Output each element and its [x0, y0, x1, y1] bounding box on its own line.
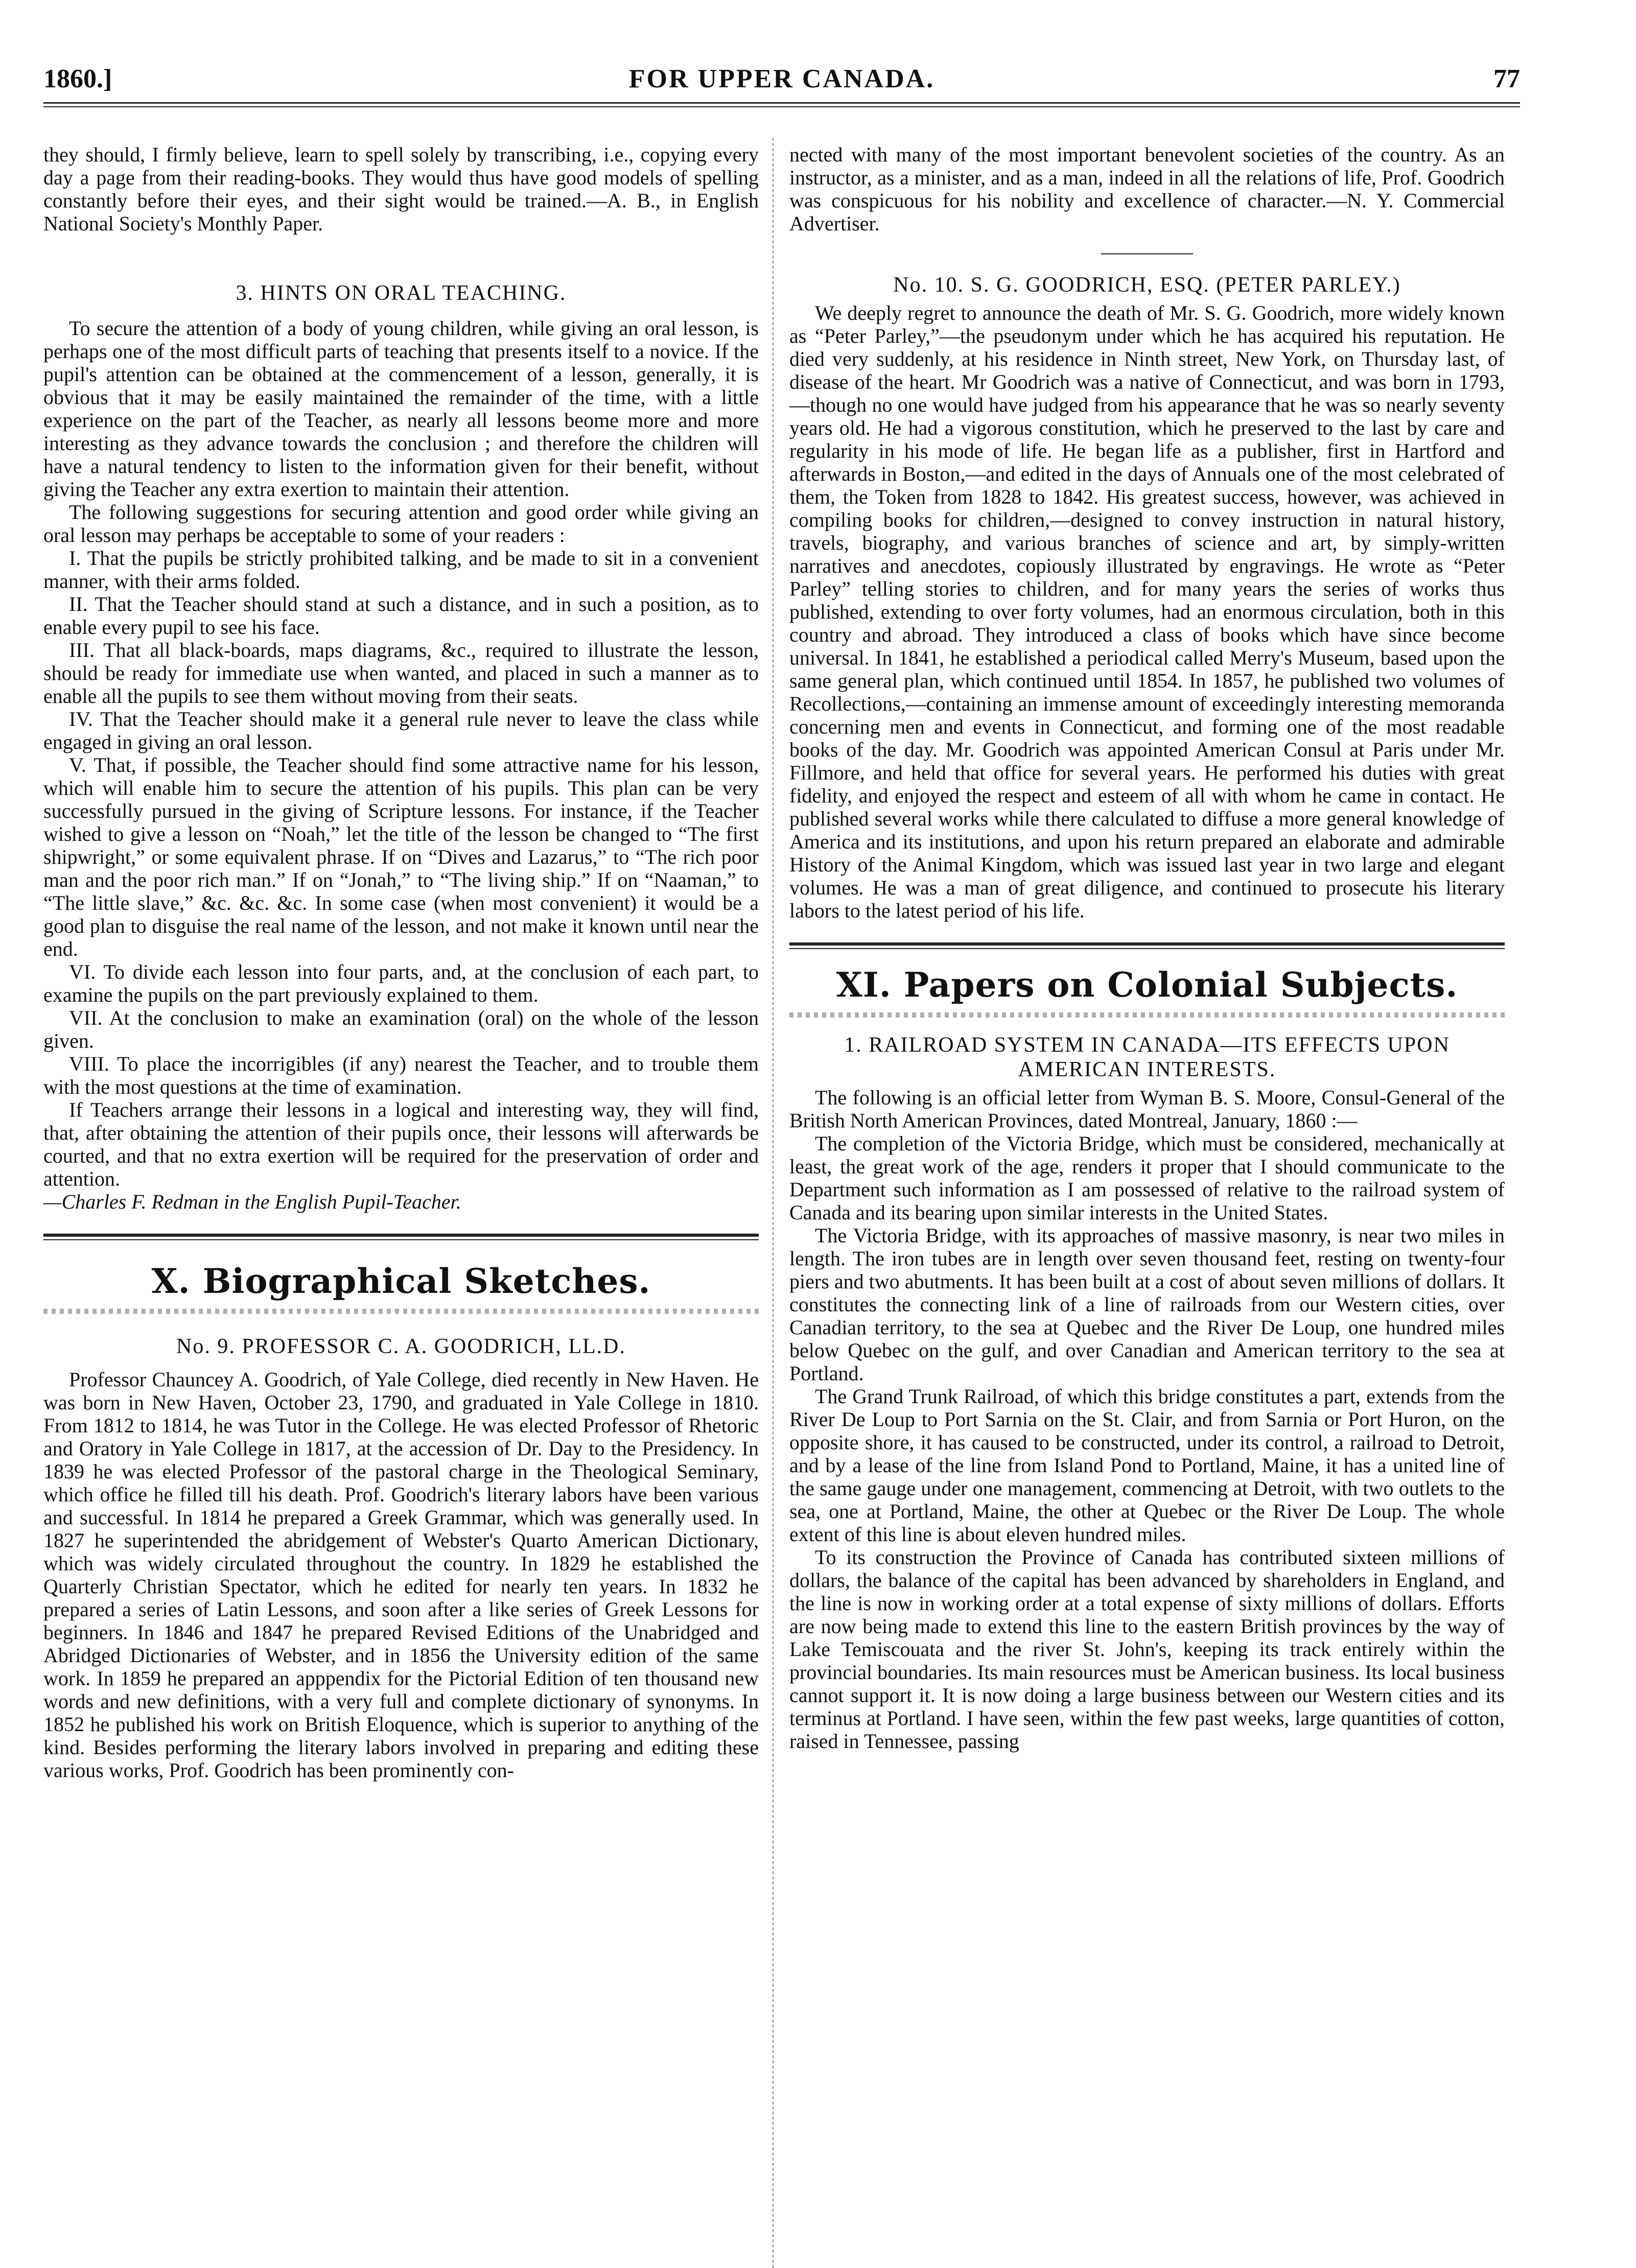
header-rule: [43, 102, 1520, 104]
spelling-article-end: they should, I firmly believe, learn to spell solely by transcribing, i.e., copying every day a page from their reading-books. They would thus have good models of spelling constantly before their eyes, and their sight would be trained.—A. B., in English National Society's Monthly Paper.: [43, 143, 759, 235]
section-xi-title: XI. Papers on Colonial Subjects.: [836, 965, 1458, 1005]
rule-item: II. That the Teacher should stand at such a distance, and in such a position, as to enable every pupil to see his face.: [43, 593, 759, 639]
left-column: [43, 143, 759, 1782]
header-rule-thin: [43, 106, 1520, 107]
header-date: 1860.]: [43, 64, 112, 93]
hints-attribution: —Charles F. Redman in the English Pupil-Teacher.: [43, 1190, 461, 1213]
right-column: [789, 143, 1505, 1753]
ornamental-rule: [789, 1012, 1505, 1018]
railroad-paragraph-4: The Grand Trunk Railroad, of which this bridge constitutes a part, extends from the River De Loup to Port Sarnia on the St. Clair, and from Sarnia or Port Huron, on the opposite shore, it has caused to be constructed, under its control, a railroad to Detroit, and by a lease of the line from Island Pond to Portland, Maine, it has a united line of the same gauge under one management, commencing at Detroit, with two outlets to the sea, one at Portland, Maine, the other at Quebec or the River De Loup. The whole extent of this line is about eleven hundred miles.: [789, 1385, 1505, 1546]
header-title: FOR UPPER CANADA.: [628, 64, 935, 93]
ornamental-rule: [43, 1309, 759, 1314]
railroad-paragraph-5: To its construction the Province of Canada has contributed sixteen millions of dollars, the balance of the capital has been advanced by shareholders in England, and the line is now in working order at a total expense of sixty millions of dollars. Efforts are now being made to extend this line to the eastern British provinces by the way of Lake Temiscouata and the river St. John's, keeping its track entirely within the provincial boundaries. Its main resources must be American business. Its local business cannot support it. It is now doing a large business between our Western cities and its terminus at Portland. I have seen, within the few past weeks, large quantities of cotton, raised in Tennessee, passing: [789, 1546, 1505, 1753]
section-rule: [789, 942, 1505, 946]
hints-paragraph-2: The following suggestions for securing attention and good order while giving an oral lesson may perhaps be acceptable to some of your readers :: [43, 501, 759, 547]
section-x-title: X. Biographical Sketches.: [151, 1261, 651, 1301]
railroad-paragraph-1: The following is an official letter from Wyman B. S. Moore, Consul-General of the British North American Provinces, dated Montreal, January, 1860 :—: [789, 1086, 1505, 1132]
page-number: 77: [1493, 64, 1520, 93]
rule-item: VIII. To place the incorrigibles (if any) nearest the Teacher, and to trouble them with the most questions at the time of examination.: [43, 1052, 759, 1098]
goodrich-10-heading: No. 10. S. G. GOODRICH, ESQ. (PETER PARLEY.): [893, 273, 1401, 297]
railroad-heading: 1. RAILROAD SYSTEM IN CANADA—ITS EFFECTS UPON AMERICAN INTERESTS.: [844, 1033, 1450, 1081]
rule-item: V. That, if possible, the Teacher should find some attractive name for his lesson, which will enable him to secure the attention of his pupils. This plan can be very successfully pursued in the giving of Scripture lessons. For instance, if the Teacher wished to give a lesson on “Noah,” let the title of the lesson be changed to “The first shipwright,” or some equivalent phrase. If on “Dives and Lazarus,” to “The rich poor man and the poor rich man.” If on “Jonah,” to “The living ship.” If on “Naaman,” to “The little slave,” &c. &c. &c. In some case (when most convenient) it would be a good plan to disguise the real name of the lesson, and not make it known until near the end.: [43, 753, 759, 960]
railroad-paragraph-3: The Victoria Bridge, with its approaches of massive masonry, is near two miles in length. The iron tubes are in length over seven thousand feet, resting on twenty-four piers and two abutments. It has been built at a cost of about seven millions of dollars. It constitutes the connecting link of a line of railroads from our Western cities, over Canadian territory, to the sea at Quebec and the River De Loup, one hundred miles below Quebec on the gulf, and over Canadian and American territory to the sea at Portland.: [789, 1224, 1505, 1385]
goodrich-9-heading: No. 9. PROFESSOR C. A. GOODRICH, LL.D.: [176, 1335, 626, 1358]
hints-paragraph-3: If Teachers arrange their lessons in a logical and interesting way, they will find, that, after obtaining the attention of their pupils once, their lessons will afterwards be courted, and that no extra exertion will be required for the preservation of order and attention.: [43, 1098, 759, 1190]
goodrich-9-continuation: nected with many of the most important benevolent societies of the country. As an instructor, as a minister, and as a man, indeed in all the relations of life, Prof. Goodrich was conspicuous for his nobility and excellence of character.—N. Y. Commercial Advertiser.: [789, 143, 1505, 235]
goodrich-10-body: We deeply regret to announce the death of Mr. S. G. Goodrich, more widely known as “Peter Parley,”—the pseudonym under which he has acquired his reputation. He died very suddenly, at his residence in Ninth street, New York, on Thursday last, of disease of the heart. Mr Goodrich was a native of Connecticut, and was born in 1793,—though no one would have judged from his appearance that he was so nearly seventy years old. He had a vigorous constitution, which he preserved to the last by care and regularity in his mode of life. He began life as a publisher, first in Hartford and afterwards in Boston,—and edited in the days of Annuals one of the most celebrated of them, the Token from 1828 to 1842. His greatest success, however, was achieved in compiling books for children,—designed to convey instruction in natural history, travels, biography, and various branches of science and art, by simply-written narratives and anecdotes, copiously illustrated by engravings. He wrote as “Peter Parley” telling stories to children, and for many years the series of works thus published, extending to over forty volumes, had an enormous circulation, both in this country and abroad. They introduced a class of books which have since become universal. In 1841, he established a periodical called Merry's Museum, based upon the same general plan, which continued until 1854. In 1857, he published two volumes of Recollections,—containing an immense amount of exceedingly interesting memoranda concerning men and events in Connecticut, and forming one of the most readable books of the day. Mr. Goodrich was appointed American Consul at Paris under Mr. Fillmore, and held that office for several years. He performed his duties with great fidelity, and enjoyed the respect and esteem of all with whom he came in contact. He published several works while there calculated to diffuse a more general knowledge of America and its institutions, and upon his return prepared an elaborate and admirable History of the Animal Kingdom, which was issued last year in two large and elegant volumes. He was a man of great diligence, and continued to prosecute his literary labors to the latest period of his life.: [789, 301, 1505, 922]
rule-item: I. That the pupils be strictly prohibited talking, and be made to sit in a convenient manner, with their arms folded.: [43, 547, 759, 593]
running-head: [43, 61, 1520, 110]
railroad-paragraph-2: The completion of the Victoria Bridge, which must be considered, mechanically at least, the great work of the age, renders it proper that I should communicate to the Department such information as I am possessed of relative to the railroad system of Canada and its bearing upon similar interests in the United States.: [789, 1132, 1505, 1224]
column-divider: [773, 138, 774, 2268]
rule-item: III. That all black-boards, maps diagrams, &c., required to illustrate the lesson, should be ready for immediate use when wanted, and placed in such a manner as to enable all the pupils to see them without moving from their seats.: [43, 639, 759, 707]
hints-heading: 3. HINTS ON ORAL TEACHING.: [236, 281, 567, 305]
rule-item: IV. That the Teacher should make it a general rule never to leave the class while engaged in giving an oral lesson.: [43, 707, 759, 753]
section-rule: [43, 1234, 759, 1237]
goodrich-9-body: Professor Chauncey A. Goodrich, of Yale College, died recently in New Haven. He was born in New Haven, October 23, 1790, and graduated in Yale College in 1810. From 1812 to 1814, he was Tutor in the College. He was elected Professor of Rhetoric and Oratory in Yale College in 1817, at the accession of Dr. Day to the Presidency. In 1839 he was elected Professor of the pastoral charge in the Theological Seminary, which office he filled till his death. Prof. Goodrich's literary labors have been various and successful. In 1814 he prepared a Greek Grammar, which was generally used. In 1827 he superintended the abridgement of Webster's Quarto American Dictionary, which was widely circulated throughout the country. In 1829 he established the Quarterly Christian Spectator, which he edited for nearly ten years. In 1832 he prepared a series of Latin Lessons, and soon after a like series of Greek Lessons for beginners. In 1846 and 1847 he prepared Revised Editions of the Unabridged and Abridged Dictionaries of Webster, and in 1856 the University edition of the same work. In 1859 he prepared an apppendix for the Pictorial Edition of ten thousand new words and new definitions, with a very full and complete dictionary of synonyms. In 1852 he published his work on British Eloquence, which is superior to anything of the kind. Besides performing the literary labors involved in preparing and editing these various works, Prof. Goodrich has been prominently con-: [43, 1368, 759, 1782]
hints-paragraph-1: To secure the attention of a body of young children, while giving an oral lesson, is perhaps one of the most difficult parts of teaching that presents itself to a novice. If the pupil's attention can be obtained at the commencement of a lesson, generally, it is obvious that it may be easily maintained the remainder of the time, with a little experience on the part of the Teacher, as nearly all lessons beome more and more interesting as they advance towards the conclusion ; and therefore the children will have a natural tendency to listen to the information given for their benefit, without giving the Teacher any extra exertion to maintain their attention.: [43, 317, 759, 501]
rule-item: VI. To divide each lesson into four parts, and, at the conclusion of each part, to examine the pupils on the part previously explained to them.: [43, 960, 759, 1006]
rule-item: VII. At the conclusion to make an examination (oral) on the whole of the lesson given.: [43, 1006, 759, 1052]
